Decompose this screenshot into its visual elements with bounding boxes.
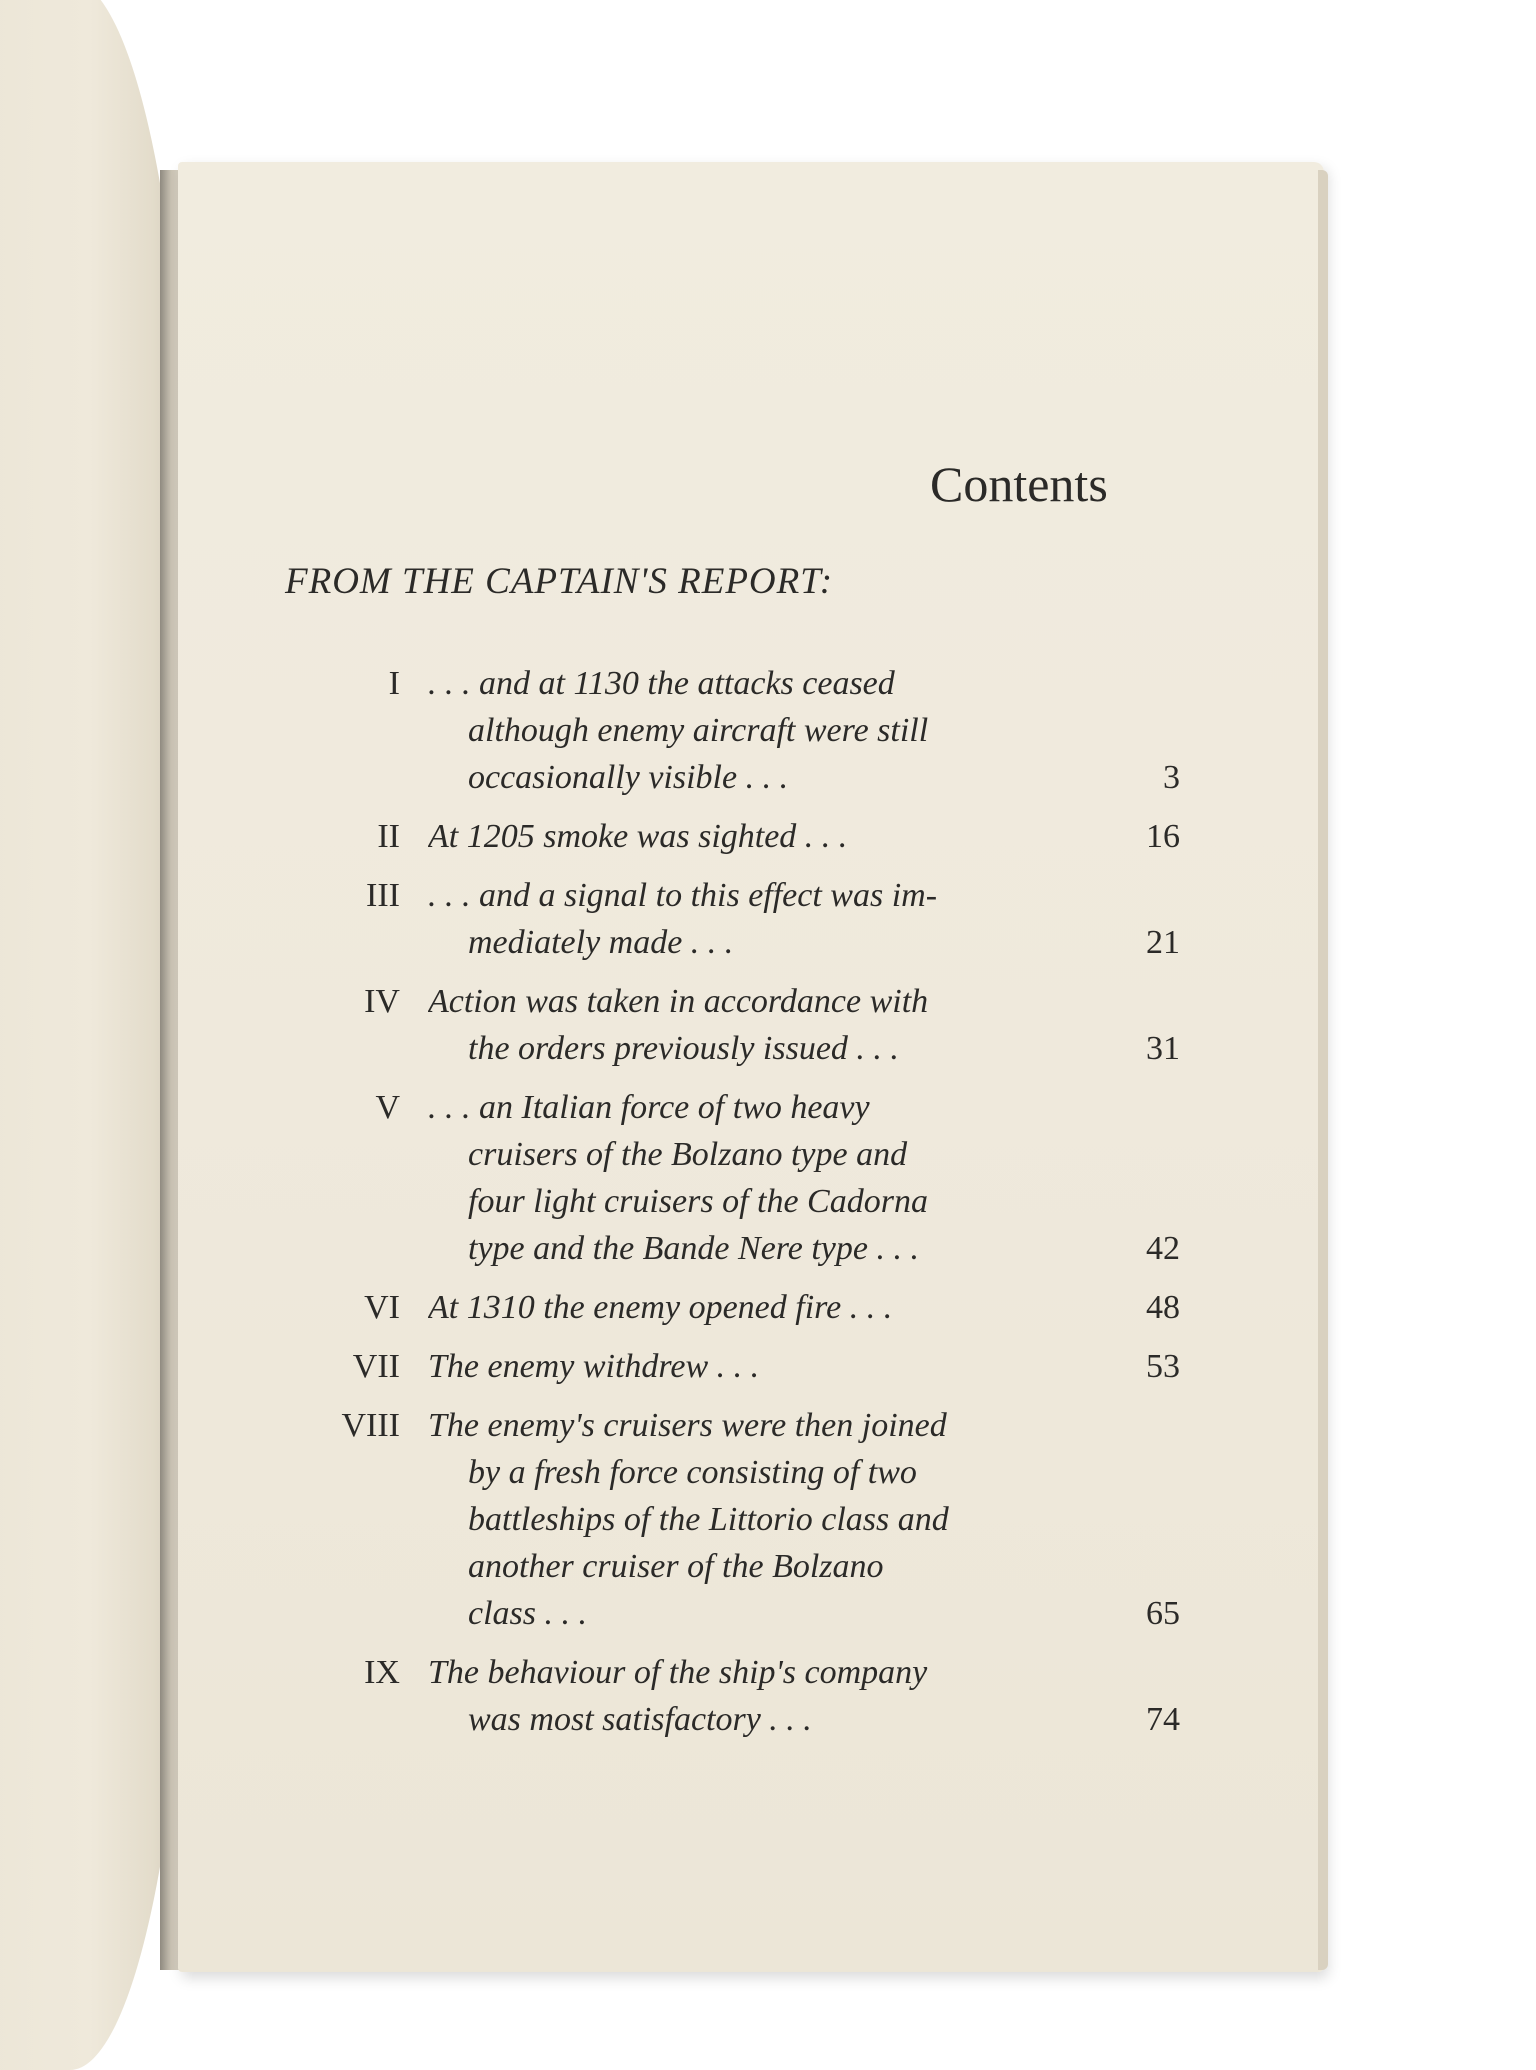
chapter-title-line xyxy=(428,1131,1180,1178)
chapter-title-text: although enemy aircraft were still xyxy=(468,712,929,749)
chapter-title-line xyxy=(428,1696,1180,1743)
chapter-numeral: VI xyxy=(364,1289,400,1326)
page-edge xyxy=(1318,170,1328,1970)
entry-spacer xyxy=(300,801,1180,813)
toc-entry xyxy=(300,1649,1180,1743)
chapter-title-text: The enemy withdrew . . . xyxy=(428,1348,760,1385)
chapter-title xyxy=(428,1343,1180,1390)
toc-entry xyxy=(300,660,1180,801)
chapter-title-text: occasionally visible . . . xyxy=(468,759,789,796)
chapter-numeral: I xyxy=(388,665,400,702)
chapter-title-line xyxy=(428,754,1180,801)
chapter-title-line xyxy=(428,1343,1180,1390)
chapter-title xyxy=(428,1284,1180,1331)
page-title: Contents xyxy=(930,456,1108,512)
toc-entry xyxy=(300,978,1180,1072)
chapter-title-line xyxy=(428,707,1180,754)
chapter-title-text: Action was taken in accordance with xyxy=(428,983,929,1020)
chapter-title-line xyxy=(428,1225,1180,1272)
entry-spacer xyxy=(300,1390,1180,1402)
page-number: 3 xyxy=(1163,759,1180,796)
toc-entry xyxy=(300,872,1180,966)
page-number: 48 xyxy=(1146,1289,1180,1326)
chapter-numeral: IV xyxy=(364,983,400,1020)
chapter-title-text: . . . and a signal to this effect was im- xyxy=(428,877,938,914)
page-number: 16 xyxy=(1146,818,1180,855)
chapter-title-text: . . . an Italian force of two heavy xyxy=(428,1089,870,1126)
chapter-title-line xyxy=(428,1402,1180,1449)
chapter-title-text: was most satisfactory . . . xyxy=(468,1701,812,1738)
chapter-title-line xyxy=(428,1025,1180,1072)
chapter-title-text: by a fresh force consisting of two xyxy=(468,1454,917,1491)
chapter-title xyxy=(428,1402,1180,1637)
chapter-title xyxy=(428,872,1180,966)
chapter-title-text: the orders previously issued . . . xyxy=(468,1030,899,1067)
page-number: 42 xyxy=(1146,1230,1180,1267)
toc-entry xyxy=(300,1343,1180,1390)
chapter-title-line xyxy=(428,978,1180,1025)
chapter-title-line xyxy=(428,919,1180,966)
chapter-title-line xyxy=(428,813,1180,860)
chapter-title-line xyxy=(428,1284,1180,1331)
chapter-title-text: The behaviour of the ship's company xyxy=(428,1654,928,1691)
table-of-contents xyxy=(300,660,1180,1743)
entry-spacer xyxy=(300,966,1180,978)
entry-spacer xyxy=(300,1072,1180,1084)
section-heading: FROM THE CAPTAIN'S REPORT: xyxy=(285,561,834,602)
chapter-title-line xyxy=(428,1178,1180,1225)
chapter-title-text: At 1310 the enemy opened fire . . . xyxy=(428,1289,893,1326)
chapter-numeral: III xyxy=(366,877,400,914)
chapter-title-line xyxy=(428,1543,1180,1590)
toc-entry xyxy=(300,1284,1180,1331)
chapter-numeral: VII xyxy=(352,1348,400,1385)
toc-entry xyxy=(300,813,1180,860)
chapter-title-text: The enemy's cruisers were then joined xyxy=(428,1407,947,1444)
page-number: 74 xyxy=(1146,1701,1180,1738)
page-number: 21 xyxy=(1146,924,1180,961)
chapter-title-text: another cruiser of the Bolzano xyxy=(468,1548,884,1585)
chapter-title-text: battleships of the Littorio class and xyxy=(468,1501,949,1538)
entry-spacer xyxy=(300,860,1180,872)
toc-entry xyxy=(300,1402,1180,1637)
chapter-title xyxy=(428,660,1180,801)
entry-spacer xyxy=(300,1331,1180,1343)
chapter-title-text: four light cruisers of the Cadorna xyxy=(468,1183,928,1220)
page-number: 53 xyxy=(1146,1348,1180,1385)
chapter-title xyxy=(428,1084,1180,1272)
chapter-title-line xyxy=(428,872,1180,919)
chapter-numeral: II xyxy=(377,818,400,855)
chapter-title-line xyxy=(428,1496,1180,1543)
chapter-title-text: . . . and at 1130 the attacks ceased xyxy=(428,665,895,702)
chapter-numeral: IX xyxy=(364,1654,400,1691)
toc-entry xyxy=(300,1084,1180,1272)
chapter-title-line xyxy=(428,1449,1180,1496)
chapter-title xyxy=(428,978,1180,1072)
page-number: 65 xyxy=(1146,1595,1180,1632)
chapter-numeral: V xyxy=(375,1089,400,1126)
chapter-title-text: type and the Bande Nere type . . . xyxy=(468,1230,919,1267)
page-number: 31 xyxy=(1146,1030,1180,1067)
chapter-title-text: class . . . xyxy=(468,1595,587,1632)
chapter-title xyxy=(428,813,1180,860)
chapter-title-text: mediately made . . . xyxy=(468,924,734,961)
chapter-title-line xyxy=(428,1649,1180,1696)
chapter-title-line xyxy=(428,660,1180,707)
chapter-title xyxy=(428,1649,1180,1743)
chapter-title-text: At 1205 smoke was sighted . . . xyxy=(428,818,848,855)
entry-spacer xyxy=(300,1637,1180,1649)
chapter-numeral: VIII xyxy=(341,1407,400,1444)
chapter-title-line xyxy=(428,1084,1180,1131)
chapter-title-line xyxy=(428,1590,1180,1637)
chapter-title-text: cruisers of the Bolzano type and xyxy=(468,1136,908,1173)
entry-spacer xyxy=(300,1272,1180,1284)
